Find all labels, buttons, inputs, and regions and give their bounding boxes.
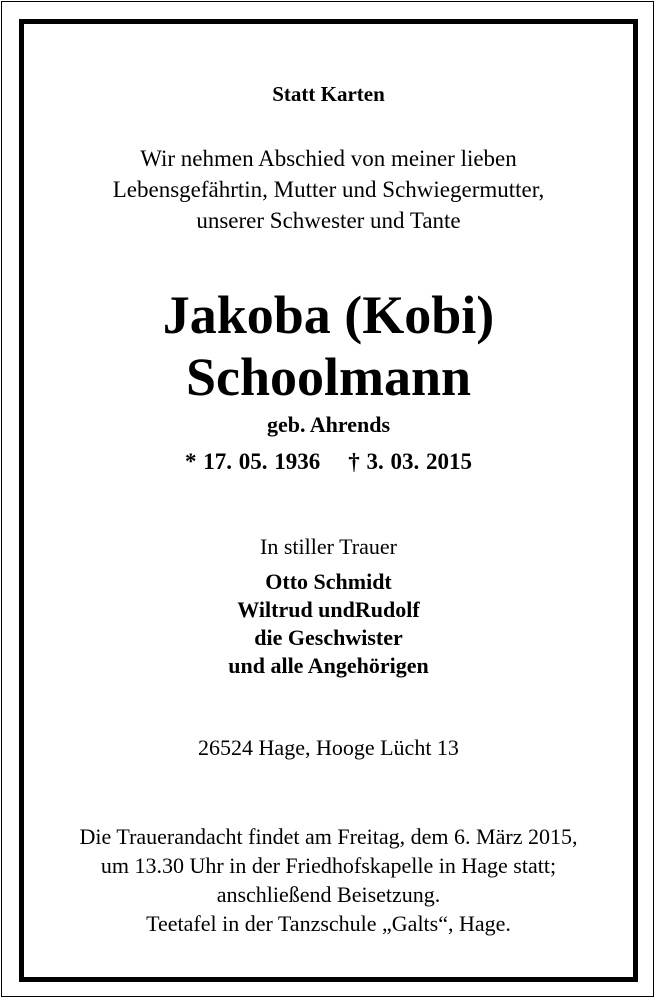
- service-line: Die Trauerandacht findet am Freitag, dem 6. März 2015,: [79, 824, 578, 849]
- intro-line: unserer Schwester und Tante: [196, 208, 461, 233]
- birth-date: * 17. 05. 1936: [185, 449, 321, 474]
- mourner: Wiltrud undRudolf: [237, 597, 420, 622]
- birth-name: geb. Ahrends: [266, 412, 391, 437]
- mourning-heading: In stiller Trauer: [260, 534, 397, 559]
- statt-karten-heading: Statt Karten: [272, 82, 385, 106]
- intro-line: Wir nehmen Abschied von meiner lieben: [140, 146, 517, 171]
- mourner: und alle Angehörigen: [228, 653, 429, 678]
- service-line: um 13.30 Uhr in der Friedhofskapelle in Hage statt;: [100, 853, 557, 878]
- deceased-first-name: Jakoba (Kobi): [162, 285, 495, 345]
- life-dates: [24, 449, 633, 475]
- service-line: Teetafel in der Tanzschule „Galts“, Hage.: [146, 911, 511, 936]
- intro-text: [24, 143, 633, 236]
- address: 26524 Hage, Hooge Lücht 13: [198, 735, 459, 760]
- deceased-last-name: Schoolmann: [185, 347, 472, 407]
- service-line: anschließend Beisetzung.: [216, 882, 441, 907]
- mourner: Otto Schmidt: [265, 569, 392, 594]
- intro-line: Lebensgefährtin, Mutter und Schwiegermutter,: [112, 177, 545, 202]
- mourner: die Geschwister: [254, 625, 403, 650]
- mourners-list: [24, 568, 633, 680]
- death-date: † 3. 03. 2015: [348, 449, 472, 474]
- service-info: [24, 822, 633, 938]
